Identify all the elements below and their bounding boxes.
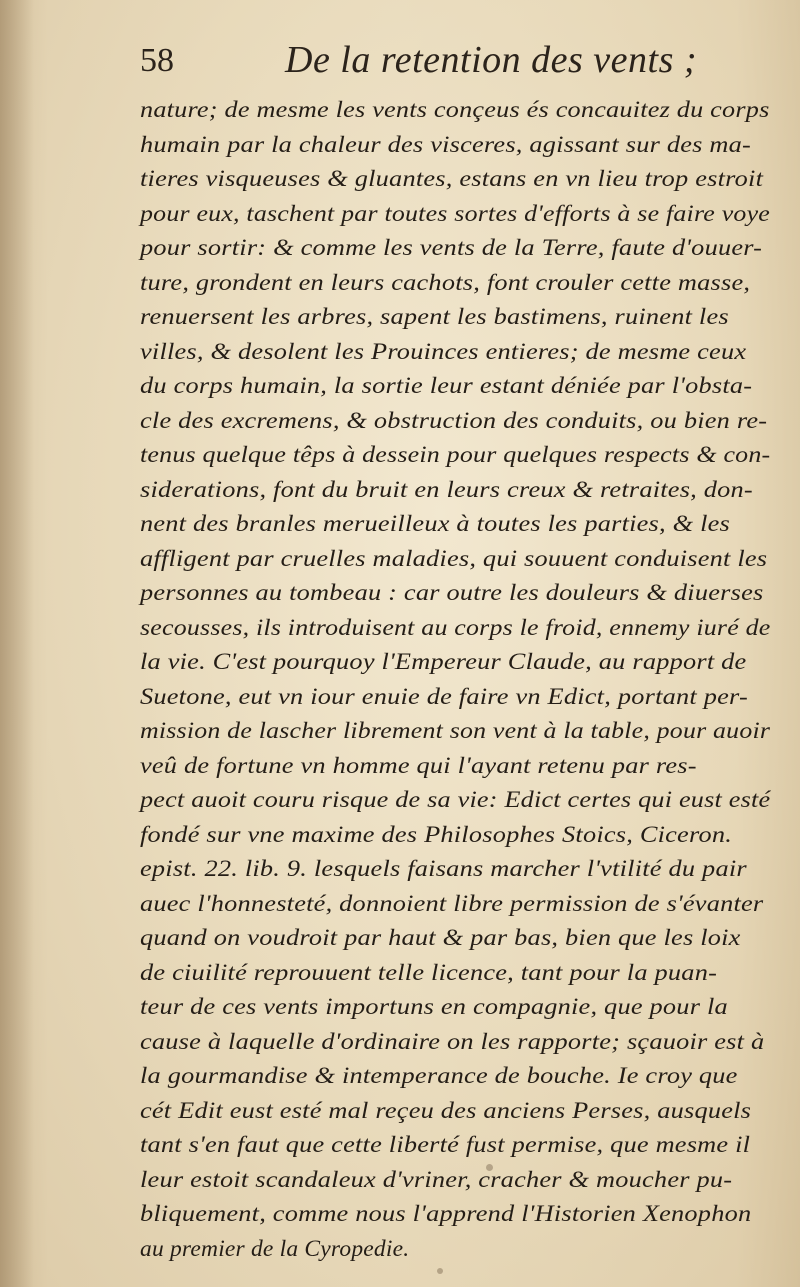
text-line: cause à laquelle d'ordinaire on les rapporte; sçauoir est à bbox=[140, 1028, 765, 1055]
text-line: pour eux, taschent par toutes sortes d'efforts à se faire voye bbox=[140, 200, 770, 227]
text-line: cle des excremens, & obstruction des conduits, ou bien re- bbox=[140, 407, 768, 434]
text-line: au premier de la Cyropedie. bbox=[140, 1235, 410, 1262]
text-line: veû de fortune vn homme qui l'ayant retenu par res- bbox=[140, 752, 697, 779]
text-line: leur estoit scandaleux d'vriner, cracher & moucher pu- bbox=[140, 1166, 733, 1193]
text-line: epist. 22. lib. 9. lesquels faisans marcher l'vtilité du pair bbox=[140, 856, 747, 882]
text-line: nent des branles merueilleux à toutes les parties, & les bbox=[140, 511, 731, 537]
text-line: bliquement, comme nous l'apprend l'Historien Xenophon bbox=[140, 1201, 752, 1227]
text-line: siderations, font du bruit en leurs creux & retraites, don- bbox=[140, 476, 753, 503]
text-line: la gourmandise & intemperance de bouche. Ie croy que bbox=[140, 1063, 738, 1089]
text-line: villes, & desolent les Prouinces entieres; de mesme ceux bbox=[140, 338, 747, 365]
text-line: renuersent les arbres, sapent les bastimens, ruinent les bbox=[140, 304, 729, 330]
text-line: tenus quelque têps à dessein pour quelques respects & con- bbox=[140, 442, 771, 468]
text-line: du corps humain, la sortie leur estant déniée par l'obsta- bbox=[140, 373, 753, 399]
text-line: teur de ces vents importuns en compagnie, que pour la bbox=[140, 994, 728, 1020]
ink-spot bbox=[486, 1164, 493, 1171]
text-line: mission de lascher librement son vent à la table, pour auoir bbox=[140, 718, 771, 744]
page-number: 58 bbox=[140, 42, 174, 79]
text-line: pour sortir: & comme les vents de la Terre, faute d'ouuer- bbox=[140, 235, 763, 261]
text-line: cét Edit eust esté mal reçeu des anciens Perses, ausquels bbox=[140, 1097, 752, 1124]
text-line: auec l'honnesteté, donnoient libre permission de s'évanter bbox=[140, 890, 764, 917]
body-text bbox=[140, 93, 770, 1266]
text-line: affligent par cruelles maladies, qui souuent conduisent les bbox=[140, 545, 768, 572]
text-line: ture, grondent en leurs cachots, font crouler cette masse, bbox=[140, 269, 751, 296]
text-line: personnes au tombeau : car outre les douleurs & diuerses bbox=[140, 580, 764, 606]
text-line: tant s'en faut que cette liberté fust permise, que mesme il bbox=[140, 1132, 751, 1158]
page-gutter-shadow bbox=[0, 0, 34, 1287]
text-line: de ciuilité reprouuent telle licence, tant pour la puan- bbox=[140, 959, 718, 986]
text-line: humain par la chaleur des visceres, agissant sur des ma- bbox=[140, 131, 752, 158]
running-head bbox=[140, 38, 700, 88]
text-line: la vie. C'est pourquoy l'Empereur Claude, au rapport de bbox=[140, 649, 747, 675]
text-line: fondé sur vne maxime des Philosophes Stoics, Ciceron. bbox=[140, 821, 733, 848]
text-line: Suetone, eut vn iour enuie de faire vn Edict, portant per- bbox=[140, 683, 748, 710]
text-line: quand on voudroit par haut & par bas, bien que les loix bbox=[140, 925, 741, 951]
text-line: tieres visqueuses & gluantes, estans en vn lieu trop estroit bbox=[140, 166, 764, 192]
text-line: pect auoit couru risque de sa vie: Edict certes qui eust esté bbox=[140, 787, 771, 813]
ink-spot bbox=[437, 1268, 443, 1274]
running-title: De la retention des vents ; bbox=[285, 39, 698, 81]
text-line: secousses, ils introduisent au corps le froid, ennemy iuré de bbox=[140, 614, 771, 641]
text-line: nature; de mesme les vents conçeus és concauitez du corps bbox=[140, 97, 770, 123]
